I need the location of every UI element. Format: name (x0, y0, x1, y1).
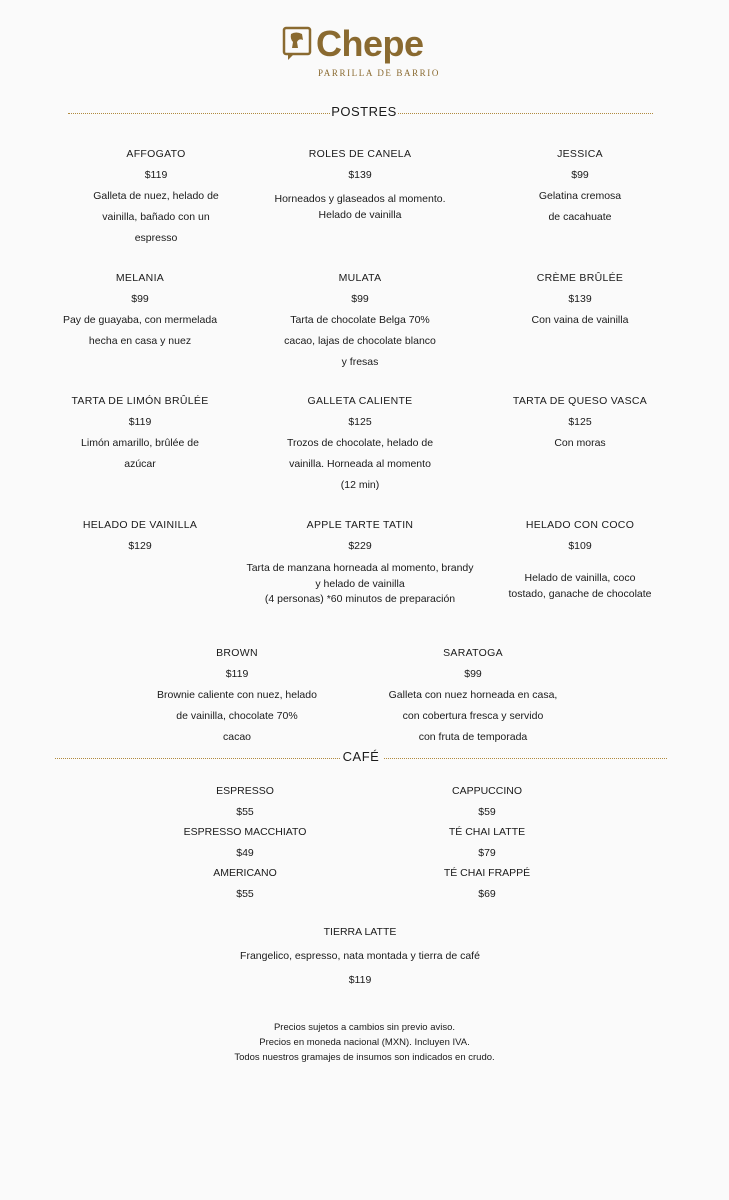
footer-line: Todos nuestros gramajes de insumos son indicados en crudo. (234, 1052, 495, 1063)
item-desc-line: cacao (222, 731, 252, 743)
item-desc-line: Pay de guayaba, con mermelada (62, 314, 218, 326)
item-desc-text: y helado de vainilla (315, 577, 405, 590)
cafe-item-te-chai-latte (387, 822, 587, 863)
menu-item-mulata (250, 268, 470, 373)
item-desc-line: de cacahuate (548, 211, 612, 223)
item-price: $69 (478, 887, 496, 900)
brand-logo (0, 22, 729, 82)
section-title-cafe: CAFÉ (342, 749, 380, 764)
item-price: $55 (236, 805, 254, 818)
item-price: $99 (464, 668, 482, 680)
menu-item-saratoga (368, 643, 578, 748)
item-desc-line: Galleta con nuez horneada en casa, (388, 689, 558, 701)
item-price: $125 (568, 416, 592, 428)
item-price: $129 (128, 540, 152, 552)
item-name: SARATOGA (443, 647, 503, 659)
item-desc-text: Tarta de manzana horneada al momento, brandy (246, 562, 474, 574)
item-desc-text: (4 personas) *60 minutos de preparación (264, 593, 456, 605)
item-price: $119 (144, 169, 168, 181)
item-name: GALLETA CALIENTE (307, 395, 413, 407)
item-desc-line: Galleta de nuez, helado de (93, 190, 219, 202)
section-header-postres (0, 104, 729, 120)
item-name: AMERICANO (213, 867, 277, 879)
item-price: $55 (236, 887, 254, 900)
item-name: CAPPUCCINO (451, 785, 522, 797)
dotted-rule-right (398, 113, 653, 114)
item-desc-line: vainilla. Horneada al momento (289, 458, 431, 470)
menu-item-apple-tarte-tatin (230, 515, 490, 608)
item-price: $99 (131, 293, 149, 305)
item-desc-line: Gelatina cremosa (538, 190, 622, 202)
item-desc-line: Brownie caliente con nuez, helado (157, 689, 317, 701)
item-desc-line: Limón amarillo, brûlée de (81, 437, 199, 449)
item-price: $99 (571, 169, 589, 181)
cafe-item-espresso-macchiato (145, 822, 345, 863)
item-price: $99 (351, 293, 369, 305)
item-price: $109 (568, 540, 592, 552)
menu-item-roles-de-canela (245, 144, 475, 223)
item-desc-text: Helado de vainilla, coco (524, 572, 636, 584)
footer-notes (0, 1020, 729, 1065)
item-price: $119 (348, 974, 372, 986)
cafe-item-cappuccino (387, 781, 587, 822)
menu-item-jessica (480, 144, 680, 228)
item-name: BROWN (216, 647, 258, 659)
item-desc-line: (12 min) (340, 479, 380, 491)
item-desc-line: espresso (134, 232, 178, 244)
section-title-postres: POSTRES (331, 104, 397, 119)
item-name: APPLE TARTE TATIN (306, 519, 414, 531)
item-desc-block (230, 557, 490, 608)
item-price: $125 (348, 416, 372, 428)
footer-line: Precios en moneda nacional (MXN). Incluyen IVA. (259, 1037, 470, 1048)
item-desc-text: tostado, ganache de chocolate (508, 587, 652, 600)
item-desc-line (245, 184, 475, 223)
item-price: $59 (478, 805, 496, 818)
item-desc-line: de vainilla, chocolate 70% (176, 710, 298, 722)
item-price: $139 (568, 293, 592, 305)
menu-item-brown (137, 643, 337, 748)
menu-item-helado-de-vainilla (40, 515, 240, 557)
cafe-item-espresso (145, 781, 345, 822)
item-desc-line: cacao, lajas de chocolate blanco (284, 335, 436, 347)
item-price: $49 (236, 846, 254, 859)
cafe-item-te-chai-frappe (387, 863, 587, 904)
item-desc-text: Horneados y glaseados al momento. (274, 193, 446, 205)
brand-tagline: PARRILLA DE BARRIO (318, 68, 440, 78)
item-name: ESPRESSO (216, 785, 274, 797)
item-desc-line: Con vaina de vainilla (531, 314, 629, 326)
item-name: ROLES DE CANELA (308, 148, 412, 160)
item-price: $119 (225, 668, 249, 680)
menu-item-creme-brulee (480, 268, 680, 331)
item-price: $119 (128, 416, 152, 428)
cafe-item-americano (145, 863, 345, 904)
menu-item-helado-con-coco (480, 515, 680, 602)
item-name: TARTA DE QUESO VASCA (512, 395, 648, 407)
item-desc-line: azúcar (124, 458, 156, 470)
section-header-cafe (0, 749, 729, 765)
item-name: HELADO DE VAINILLA (82, 519, 198, 531)
item-name: AFFOGATO (126, 148, 186, 160)
item-desc-line: vainilla, bañado con un (102, 211, 210, 223)
dotted-rule-right (384, 758, 667, 759)
item-name: MULATA (338, 272, 382, 284)
item-desc-text: Helado de vainilla (318, 209, 402, 221)
item-desc-line: Con moras (554, 437, 606, 449)
item-desc-line: con cobertura fresca y servido (402, 710, 544, 722)
menu-item-affogato (56, 144, 256, 249)
cafe-item-tierra-latte (160, 920, 560, 992)
item-desc-line: con fruta de temporada (418, 731, 528, 743)
brand-name: Chepe (316, 23, 424, 64)
item-price: $229 (348, 540, 372, 552)
menu-item-tarta-de-limon-brulee (40, 391, 240, 475)
item-desc-line: Tarta de chocolate Belga 70% (290, 314, 430, 326)
item-name: HELADO CON COCO (525, 519, 635, 531)
dotted-rule-left (68, 113, 330, 114)
item-desc-block (480, 557, 680, 602)
dotted-rule-left (55, 758, 340, 759)
item-name: TÉ CHAI FRAPPÉ (443, 867, 531, 879)
item-name: TARTA DE LIMÓN BRÛLÉE (71, 395, 209, 407)
item-name: ESPRESSO MACCHIATO (183, 826, 307, 838)
footer-line: Precios sujetos a cambios sin previo aviso. (273, 1022, 456, 1033)
item-desc-line: y fresas (341, 356, 379, 368)
brand-mark-icon (282, 26, 312, 62)
item-desc: Frangelico, espresso, nata montada y tierra de café (240, 950, 480, 962)
menu-item-tarta-de-queso-vasca (480, 391, 680, 454)
item-name: TIERRA LATTE (323, 926, 397, 938)
item-name: MELANIA (115, 272, 165, 284)
item-price: $139 (348, 169, 372, 181)
item-name: CRÈME BRÛLÉE (536, 272, 624, 284)
menu-item-melania (40, 268, 240, 352)
item-desc-line: Trozos de chocolate, helado de (286, 437, 434, 449)
item-name: JESSICA (557, 148, 603, 160)
item-price: $79 (478, 846, 496, 859)
item-desc-line: hecha en casa y nuez (88, 335, 192, 347)
item-name: TÉ CHAI LATTE (448, 826, 526, 838)
menu-item-galleta-caliente (250, 391, 470, 496)
